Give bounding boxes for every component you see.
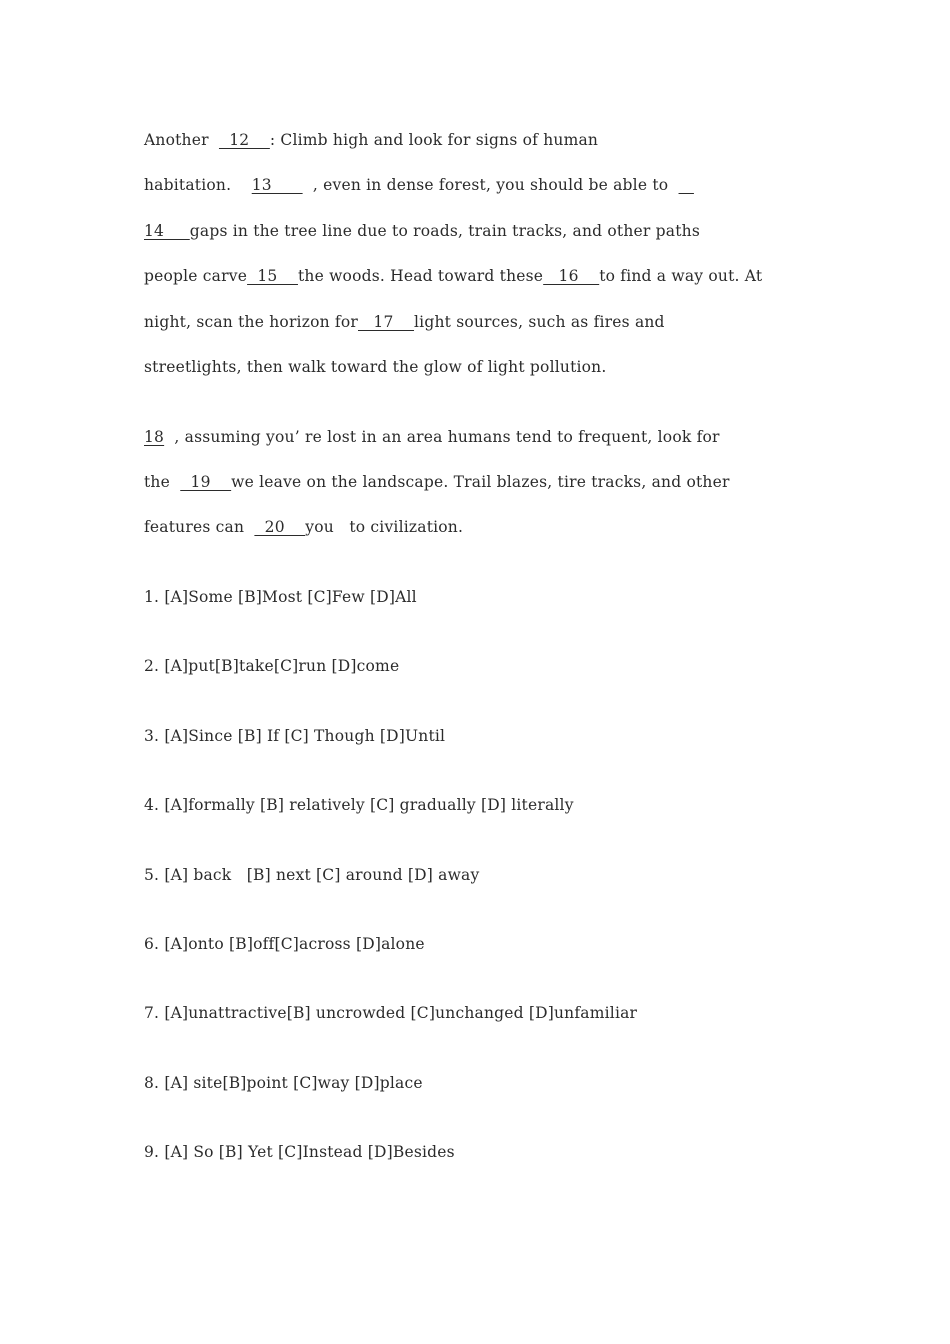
passage-text: light sources, such as fires and: [414, 313, 665, 331]
passage-text: streetlights, then walk toward the glow of light pollution.: [144, 358, 607, 376]
passage-text: features can: [144, 518, 255, 536]
passage-text: we leave on the landscape. Trail blazes, tire tracks, and other: [231, 473, 730, 491]
passage-text: the woods. Head toward these: [297, 267, 544, 285]
answer-blank: 16: [543, 267, 600, 285]
answer-blank: 13: [251, 176, 303, 194]
paragraph-1-line: [144, 130, 598, 150]
paragraph-1-line: [144, 175, 694, 195]
paragraph-2-line: [144, 427, 720, 447]
answer-blank: [679, 176, 694, 194]
answer-blank: 18: [144, 428, 165, 446]
option-line-2: 2. [A]put[B]take[C]run [D]come: [144, 657, 400, 675]
option-line-5: 5. [A] back [B] next [C] around [D] away: [144, 866, 480, 884]
paragraph-2-line: [144, 472, 730, 492]
paragraph-1-line: [144, 312, 665, 332]
option-line-1: 1. [A]Some [B]Most [C]Few [D]All: [144, 588, 417, 606]
passage-text: the: [144, 473, 181, 491]
passage-text: , even in dense forest, you should be able to: [302, 176, 679, 194]
option-line-7: 7. [A]unattractive[B] uncrowded [C]unchanged [D]unfamiliar: [144, 1004, 638, 1022]
passage-text: : Climb high and look for signs of human: [269, 131, 599, 149]
paragraph-1-line: [144, 357, 607, 377]
option-line-6: 6. [A]onto [B]off[C]across [D]alone: [144, 935, 425, 953]
passage-text: gaps in the tree line due to roads, train tracks, and other paths: [189, 222, 700, 240]
option-line-3: 3. [A]Since [B] If [C] Though [D]Until: [144, 727, 446, 745]
paragraph-1-line: [144, 221, 700, 241]
paragraph-1-line: [144, 266, 762, 286]
passage-text: to find a way out. At: [599, 267, 763, 285]
answer-blank: 15: [247, 267, 298, 285]
answer-blank: 14: [144, 222, 190, 240]
answer-blank: 17: [358, 313, 415, 331]
passage-text: habitation.: [144, 176, 252, 194]
option-line-8: 8. [A] site[B]point [C]way [D]place: [144, 1074, 423, 1092]
answer-blank: 20: [254, 518, 306, 536]
passage-text: Another: [144, 131, 219, 149]
paragraph-2-line: [144, 517, 463, 537]
answer-blank: 19: [180, 473, 232, 491]
option-line-4: 4. [A]formally [B] relatively [C] gradually [D] literally: [144, 796, 574, 814]
option-line-9: 9. [A] So [B] Yet [C]Instead [D]Besides: [144, 1143, 455, 1161]
passage-text: night, scan the horizon for: [144, 313, 358, 331]
answer-blank: 12: [218, 131, 270, 149]
passage-text: , assuming you’ re lost in an area humans tend to frequent, look for: [164, 428, 720, 446]
passage-text: you to civilization.: [305, 518, 464, 536]
passage-text: people carve: [144, 267, 248, 285]
